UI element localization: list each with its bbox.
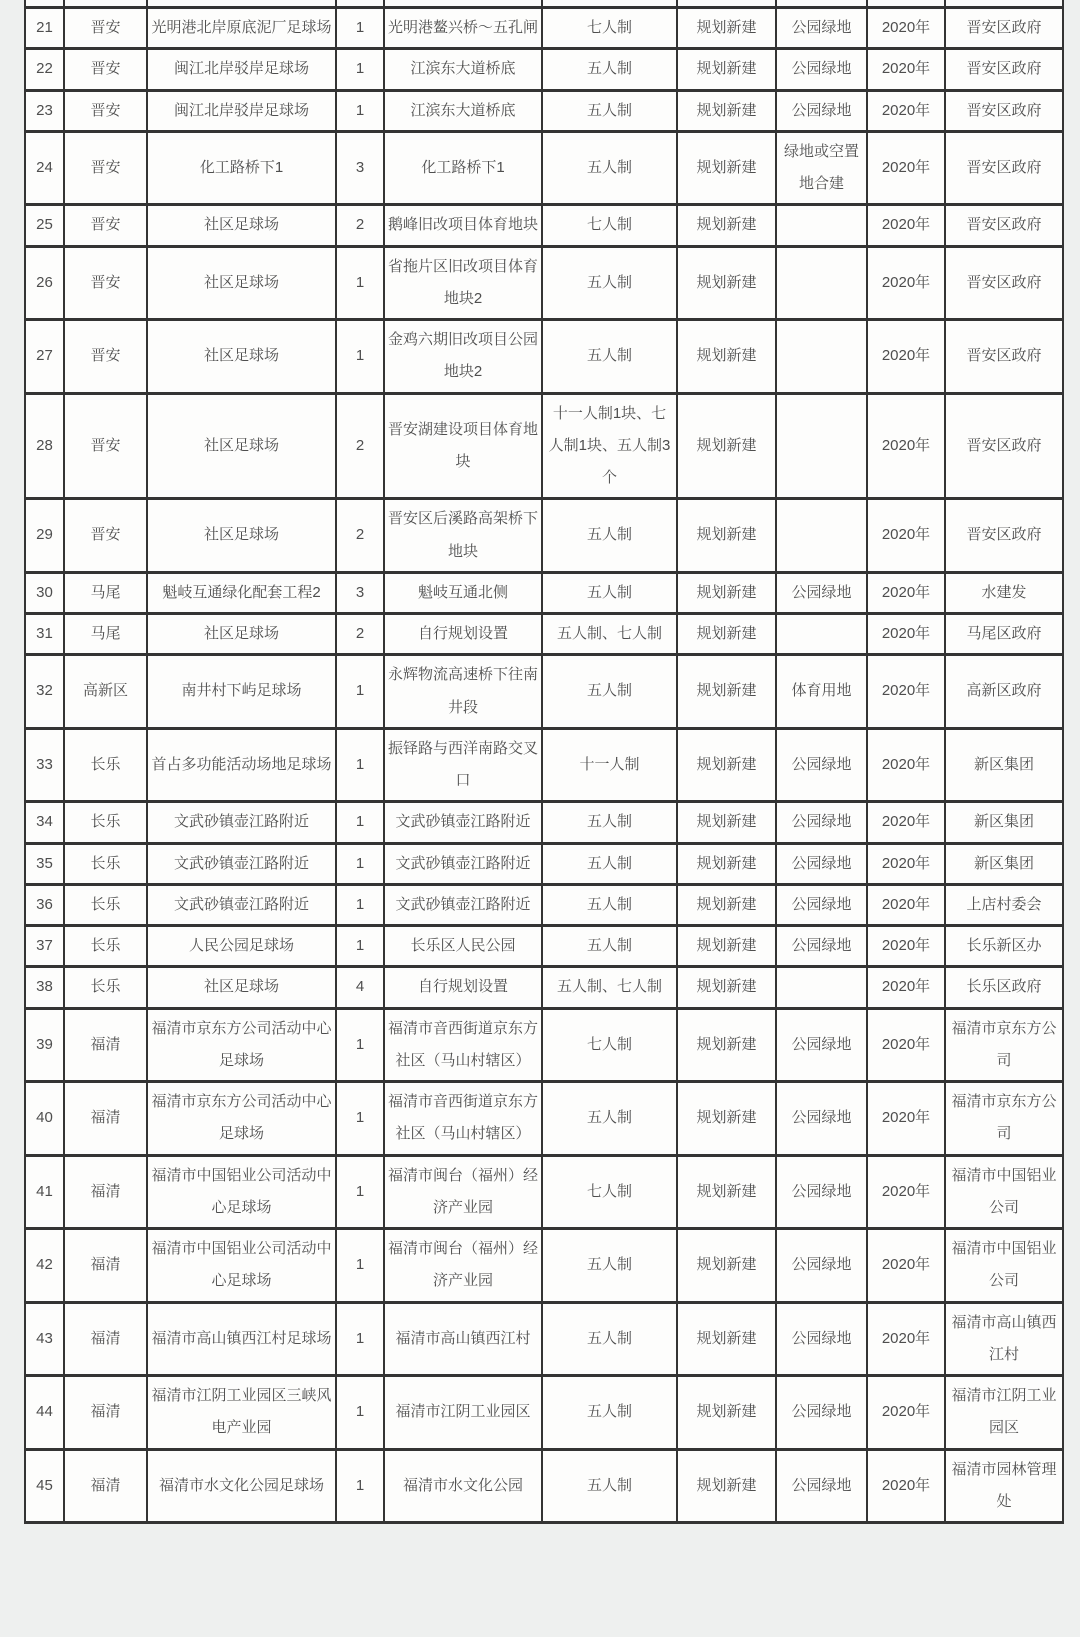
cell-name: 福清市京东方公司活动中心足球场 [147,1082,336,1156]
cell-district: 福清 [64,1155,147,1229]
cell-location: 福清市闽台（福州）经济产业园 [384,1229,542,1303]
cell-no: 39 [25,1008,64,1082]
cell-qty: 1 [336,1376,384,1450]
cell-year: 2020年 [867,499,945,573]
table-row [25,393,1063,499]
table-row [25,49,1063,90]
cell-district: 晋安 [64,393,147,499]
cell-owner: 晋安区政府 [945,8,1063,49]
cell-build: 规划新建 [677,843,776,884]
cell-qty: 1 [336,246,384,320]
cell-qty: 1 [336,655,384,729]
cell-no: 33 [25,728,64,802]
cell-qty: 1 [336,90,384,131]
cell-land [776,246,867,320]
cell-owner: 福清市高山镇西江村 [945,1302,1063,1376]
cell-land [776,393,867,499]
cell-year: 2020年 [867,246,945,320]
cell-build: 规划新建 [677,205,776,246]
cell-year: 2020年 [867,802,945,843]
cell-year: 2020年 [867,1082,945,1156]
cell-type: 十一人制1块、七人制1块、五人制3个 [542,393,677,499]
cell-district: 晋安 [64,8,147,49]
table-row [25,728,1063,802]
cell-qty: 3 [336,131,384,205]
cell-type: 五人制 [542,320,677,394]
cell-location: 魁岐互通北侧 [384,572,542,613]
table-row [25,131,1063,205]
cell-no: 34 [25,802,64,843]
cell-no: 37 [25,926,64,967]
cell-owner: 晋安区政府 [945,90,1063,131]
cell-no: 40 [25,1082,64,1156]
cell-name: 南井村下屿足球场 [147,655,336,729]
cell-land: 公园绿地 [776,843,867,884]
cell-owner: 高新区政府 [945,655,1063,729]
cell-build: 规划新建 [677,1376,776,1450]
cell-owner: 晋安区政府 [945,205,1063,246]
cell-no: 44 [25,1376,64,1450]
cell-year: 2020年 [867,320,945,394]
cell-no: 32 [25,655,64,729]
cell-type: 五人制 [542,802,677,843]
cell-no: 26 [25,246,64,320]
cell-district: 福清 [64,1082,147,1156]
cell-land [776,205,867,246]
table-row [25,8,1063,49]
cell-location: 福清市音西街道京东方社区（马山村辖区） [384,1008,542,1082]
cell-build: 规划新建 [677,884,776,925]
cell-owner: 新区集团 [945,802,1063,843]
cell-name: 闽江北岸驳岸足球场 [147,90,336,131]
cell-build: 规划新建 [677,1082,776,1156]
cell-no: 24 [25,131,64,205]
cell-location: 省拖片区旧改项目体育地块2 [384,246,542,320]
cell-type: 十一人制 [542,728,677,802]
cell-qty: 1 [336,8,384,49]
table-row [25,1302,1063,1376]
cell-year: 2020年 [867,49,945,90]
cell-empty [147,0,336,8]
cell-type: 五人制 [542,1302,677,1376]
cell-district: 福清 [64,1302,147,1376]
cell-type: 五人制 [542,1229,677,1303]
cell-build: 规划新建 [677,131,776,205]
cell-year: 2020年 [867,8,945,49]
cell-location: 鹅峰旧改项目体育地块 [384,205,542,246]
cell-qty: 1 [336,884,384,925]
cell-no: 29 [25,499,64,573]
cell-location: 晋安湖建设项目体育地块 [384,393,542,499]
cell-qty: 1 [336,1449,384,1523]
cell-land: 体育用地 [776,655,867,729]
cell-district: 马尾 [64,614,147,655]
cell-owner: 马尾区政府 [945,614,1063,655]
cell-district: 长乐 [64,843,147,884]
cell-empty [64,0,147,8]
cell-name: 社区足球场 [147,246,336,320]
cell-location: 晋安区后溪路高架桥下地块 [384,499,542,573]
cell-build: 规划新建 [677,655,776,729]
cell-build: 规划新建 [677,320,776,394]
cell-type: 七人制 [542,1155,677,1229]
cell-type: 五人制 [542,1376,677,1450]
table-body [25,0,1063,1523]
cell-name: 魁岐互通绿化配套工程2 [147,572,336,613]
cell-year: 2020年 [867,1376,945,1450]
football-field-plan-table [24,0,1064,1524]
cell-name: 福清市中国铝业公司活动中心足球场 [147,1229,336,1303]
cell-district: 马尾 [64,572,147,613]
cell-land [776,967,867,1008]
cell-name: 社区足球场 [147,320,336,394]
cell-land: 公园绿地 [776,802,867,843]
table-row [25,90,1063,131]
cell-year: 2020年 [867,205,945,246]
cell-no: 28 [25,393,64,499]
cell-empty [945,0,1063,8]
cell-no: 22 [25,49,64,90]
cell-name: 社区足球场 [147,614,336,655]
cell-location: 福清市水文化公园 [384,1449,542,1523]
cell-district: 晋安 [64,205,147,246]
cell-name: 福清市京东方公司活动中心足球场 [147,1008,336,1082]
cell-build: 规划新建 [677,967,776,1008]
cell-qty: 1 [336,1155,384,1229]
cell-qty: 1 [336,1082,384,1156]
cell-empty [384,0,542,8]
cell-type: 五人制 [542,1082,677,1156]
cell-district: 晋安 [64,131,147,205]
cell-location: 福清市音西街道京东方社区（马山村辖区） [384,1082,542,1156]
cell-empty [776,0,867,8]
cell-name: 福清市江阴工业园区三峡风电产业园 [147,1376,336,1450]
cell-location: 长乐区人民公园 [384,926,542,967]
cell-land: 绿地或空置地合建 [776,131,867,205]
cell-no: 41 [25,1155,64,1229]
cell-qty: 1 [336,1008,384,1082]
cell-owner: 福清市中国铝业公司 [945,1155,1063,1229]
cell-type: 五人制 [542,499,677,573]
cell-build: 规划新建 [677,1008,776,1082]
cell-name: 社区足球场 [147,499,336,573]
cell-owner: 福清市中国铝业公司 [945,1229,1063,1303]
cell-type: 七人制 [542,8,677,49]
table-row [25,1155,1063,1229]
cell-land: 公园绿地 [776,1008,867,1082]
table-row [25,499,1063,573]
table-row [25,967,1063,1008]
cell-owner: 上店村委会 [945,884,1063,925]
cell-build: 规划新建 [677,246,776,320]
cell-land: 公园绿地 [776,8,867,49]
cell-location: 江滨东大道桥底 [384,90,542,131]
cell-type: 五人制 [542,49,677,90]
cell-year: 2020年 [867,926,945,967]
cell-land [776,499,867,573]
partial-cutoff-row [25,0,1063,8]
cell-year: 2020年 [867,843,945,884]
cell-type: 五人制 [542,131,677,205]
cell-no: 23 [25,90,64,131]
cell-qty: 3 [336,572,384,613]
cell-build: 规划新建 [677,8,776,49]
cell-build: 规划新建 [677,614,776,655]
cell-year: 2020年 [867,967,945,1008]
cell-land: 公园绿地 [776,1376,867,1450]
cell-owner: 晋安区政府 [945,499,1063,573]
cell-type: 五人制、七人制 [542,614,677,655]
cell-qty: 1 [336,843,384,884]
cell-location: 福清市闽台（福州）经济产业园 [384,1155,542,1229]
cell-owner: 晋安区政府 [945,393,1063,499]
table-row [25,1376,1063,1450]
cell-owner: 福清市京东方公司 [945,1082,1063,1156]
cell-name: 首占多功能活动场地足球场 [147,728,336,802]
cell-location: 福清市江阴工业园区 [384,1376,542,1450]
cell-district: 长乐 [64,884,147,925]
cell-owner: 长乐区政府 [945,967,1063,1008]
table-row [25,614,1063,655]
cell-no: 45 [25,1449,64,1523]
cell-owner: 晋安区政府 [945,246,1063,320]
cell-type: 五人制 [542,843,677,884]
cell-land: 公园绿地 [776,1302,867,1376]
cell-name: 光明港北岸原底泥厂足球场 [147,8,336,49]
cell-empty [336,0,384,8]
table-row [25,1229,1063,1303]
cell-location: 文武砂镇壶江路附近 [384,843,542,884]
cell-district: 晋安 [64,499,147,573]
cell-owner: 福清市园林管理处 [945,1449,1063,1523]
cell-qty: 2 [336,499,384,573]
cell-district: 福清 [64,1449,147,1523]
cell-no: 35 [25,843,64,884]
cell-location: 福清市高山镇西江村 [384,1302,542,1376]
cell-district: 福清 [64,1229,147,1303]
cell-qty: 1 [336,320,384,394]
cell-qty: 1 [336,802,384,843]
cell-no: 30 [25,572,64,613]
cell-year: 2020年 [867,1155,945,1229]
table-row [25,1082,1063,1156]
cell-empty [867,0,945,8]
cell-type: 五人制 [542,572,677,613]
cell-district: 长乐 [64,728,147,802]
cell-no: 36 [25,884,64,925]
cell-no: 21 [25,8,64,49]
cell-owner: 水建发 [945,572,1063,613]
cell-owner: 晋安区政府 [945,131,1063,205]
table-wrapper [24,0,1064,1524]
cell-location: 自行规划设置 [384,614,542,655]
cell-owner: 福清市京东方公司 [945,1008,1063,1082]
table-row [25,884,1063,925]
cell-no: 27 [25,320,64,394]
cell-location: 文武砂镇壶江路附近 [384,884,542,925]
cell-build: 规划新建 [677,49,776,90]
cell-land: 公园绿地 [776,1082,867,1156]
cell-build: 规划新建 [677,1449,776,1523]
cell-year: 2020年 [867,655,945,729]
cell-land: 公园绿地 [776,1449,867,1523]
cell-build: 规划新建 [677,926,776,967]
cell-qty: 1 [336,926,384,967]
cell-build: 规划新建 [677,393,776,499]
cell-name: 社区足球场 [147,205,336,246]
cell-location: 化工路桥下1 [384,131,542,205]
cell-year: 2020年 [867,1229,945,1303]
cell-no: 31 [25,614,64,655]
cell-district: 晋安 [64,49,147,90]
cell-build: 规划新建 [677,90,776,131]
table-row [25,1449,1063,1523]
cell-build: 规划新建 [677,802,776,843]
cell-qty: 2 [336,393,384,499]
cell-build: 规划新建 [677,499,776,573]
cell-district: 长乐 [64,967,147,1008]
cell-name: 闽江北岸驳岸足球场 [147,49,336,90]
table-row [25,843,1063,884]
cell-type: 五人制、七人制 [542,967,677,1008]
cell-build: 规划新建 [677,728,776,802]
table-row [25,205,1063,246]
cell-name: 文武砂镇壶江路附近 [147,843,336,884]
cell-district: 晋安 [64,320,147,394]
cell-location: 金鸡六期旧改项目公园地块2 [384,320,542,394]
cell-year: 2020年 [867,1302,945,1376]
table-row [25,320,1063,394]
cell-land: 公园绿地 [776,728,867,802]
cell-year: 2020年 [867,572,945,613]
cell-year: 2020年 [867,1449,945,1523]
cell-qty: 1 [336,1302,384,1376]
table-row [25,926,1063,967]
cell-year: 2020年 [867,90,945,131]
cell-type: 七人制 [542,1008,677,1082]
cell-land [776,614,867,655]
cell-land: 公园绿地 [776,926,867,967]
cell-build: 规划新建 [677,1302,776,1376]
cell-name: 福清市中国铝业公司活动中心足球场 [147,1155,336,1229]
cell-type: 五人制 [542,246,677,320]
cell-name: 化工路桥下1 [147,131,336,205]
cell-owner: 福清市江阴工业园区 [945,1376,1063,1450]
cell-year: 2020年 [867,131,945,205]
cell-owner: 新区集团 [945,728,1063,802]
cell-qty: 1 [336,1229,384,1303]
cell-location: 永辉物流高速桥下往南井段 [384,655,542,729]
cell-owner: 晋安区政府 [945,320,1063,394]
cell-owner: 新区集团 [945,843,1063,884]
cell-district: 福清 [64,1008,147,1082]
cell-land: 公园绿地 [776,1229,867,1303]
cell-type: 五人制 [542,884,677,925]
cell-qty: 2 [336,614,384,655]
cell-owner: 长乐新区办 [945,926,1063,967]
cell-year: 2020年 [867,728,945,802]
table-row [25,572,1063,613]
cell-qty: 2 [336,205,384,246]
table-row [25,1008,1063,1082]
cell-district: 晋安 [64,246,147,320]
cell-year: 2020年 [867,393,945,499]
cell-district: 长乐 [64,802,147,843]
cell-qty: 1 [336,49,384,90]
cell-district: 长乐 [64,926,147,967]
cell-location: 文武砂镇壶江路附近 [384,802,542,843]
cell-type: 五人制 [542,655,677,729]
cell-no: 38 [25,967,64,1008]
table-row [25,655,1063,729]
cell-empty [542,0,677,8]
cell-build: 规划新建 [677,1229,776,1303]
table-row [25,246,1063,320]
cell-land: 公园绿地 [776,884,867,925]
cell-no: 43 [25,1302,64,1376]
cell-owner: 晋安区政府 [945,49,1063,90]
cell-land: 公园绿地 [776,49,867,90]
cell-name: 社区足球场 [147,393,336,499]
cell-year: 2020年 [867,884,945,925]
table-row [25,802,1063,843]
cell-build: 规划新建 [677,572,776,613]
cell-district: 晋安 [64,90,147,131]
cell-qty: 4 [336,967,384,1008]
cell-name: 社区足球场 [147,967,336,1008]
cell-no: 42 [25,1229,64,1303]
cell-name: 福清市水文化公园足球场 [147,1449,336,1523]
cell-build: 规划新建 [677,1155,776,1229]
cell-empty [25,0,64,8]
cell-land: 公园绿地 [776,90,867,131]
cell-location: 自行规划设置 [384,967,542,1008]
cell-type: 七人制 [542,205,677,246]
cell-empty [677,0,776,8]
cell-qty: 1 [336,728,384,802]
cell-location: 振铎路与西洋南路交叉口 [384,728,542,802]
cell-land: 公园绿地 [776,1155,867,1229]
cell-type: 五人制 [542,90,677,131]
cell-year: 2020年 [867,614,945,655]
cell-district: 高新区 [64,655,147,729]
cell-name: 文武砂镇壶江路附近 [147,884,336,925]
cell-location: 江滨东大道桥底 [384,49,542,90]
cell-no: 25 [25,205,64,246]
cell-name: 文武砂镇壶江路附近 [147,802,336,843]
cell-land [776,320,867,394]
cell-year: 2020年 [867,1008,945,1082]
cell-type: 五人制 [542,1449,677,1523]
cell-name: 人民公园足球场 [147,926,336,967]
cell-land: 公园绿地 [776,572,867,613]
cell-type: 五人制 [542,926,677,967]
cell-location: 光明港鳌兴桥～五孔闸 [384,8,542,49]
cell-district: 福清 [64,1376,147,1450]
cell-name: 福清市高山镇西江村足球场 [147,1302,336,1376]
